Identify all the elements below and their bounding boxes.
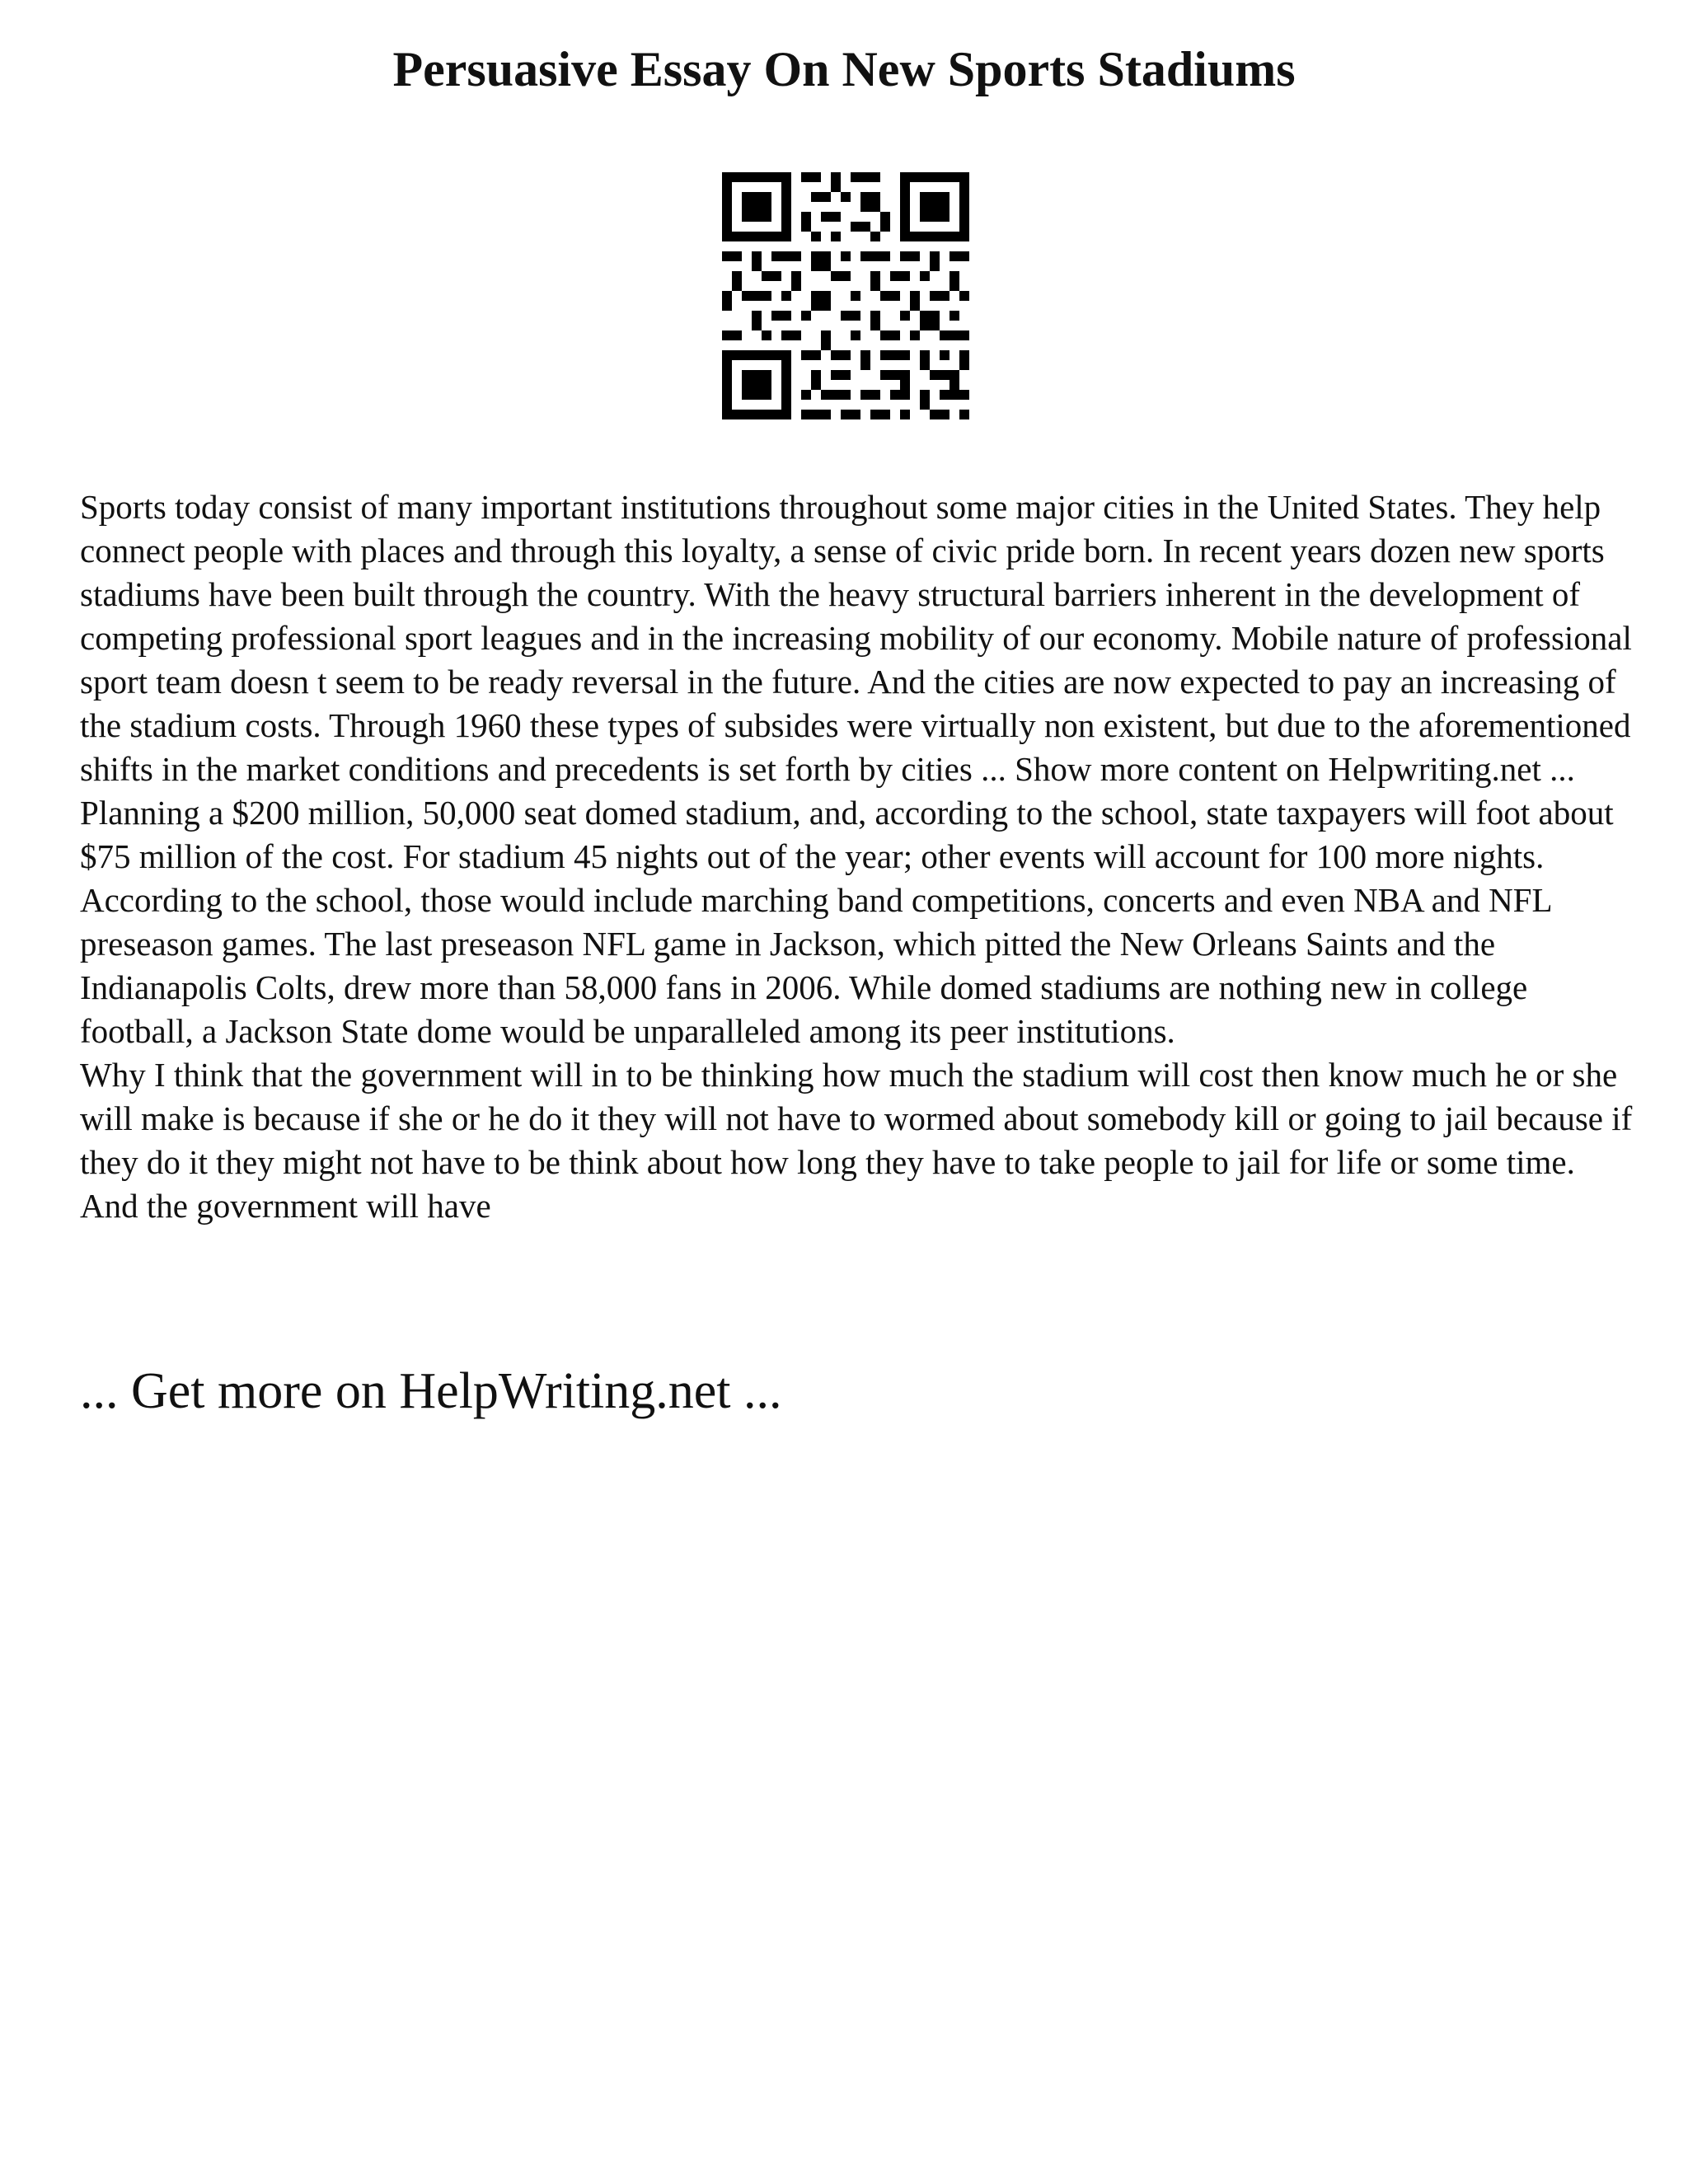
page-title: Persuasive Essay On New Sports Stadiums [392, 42, 1296, 96]
essay-paragraph-3: Why I think that the government will in to be thinking how much the stadium will cost then know much he or she will make is because if she or he do it they will not have to wormed about somebody kill or going to jail because if they do it they might not have to be think about how long they have to take people to jail for life or some time. And the government will have [80, 1056, 1633, 1225]
get-more-link[interactable]: ... Get more on HelpWriting.net ... [80, 1363, 782, 1419]
essay-paragraph-2: Planning a $200 million, 50,000 seat domed stadium, and, according to the school, state taxpayers will foot about $75 million of the cost. For stadium 45 nights out of the year; other events will account for 100 more nights. According to the school, those would include marching band competitions, concerts and even NBA and NFL preseason games. The last preseason NFL game in Jackson, which pitted the New Orleans Saints and the Indianapolis Colts, drew more than 58,000 fans in 2006. While domed stadiums are nothing new in college football, a Jackson State dome would be unparalleled among its peer institutions. [80, 794, 1614, 1050]
essay-paragraph-1: Sports today consist of many important institutions throughout some major cities in the United States. They help connect people with places and through this loyalty, a sense of civic pride born. In recent years dozen new sports stadiums have been built through the country. With the heavy structural barriers inherent in the development of competing professional sport leagues and in the increasing mobility of our economy. Mobile nature of professional sport team doesn t seem to be ready reversal in the future. And the cities are now expected to pay an increasing of the stadium costs. Through 1960 these types of subsides were virtually non existent, but due to the aforementioned shifts in the market conditions and precedents is set forth by cities ... Show more content on Helpwriting.net ... [80, 488, 1632, 788]
essay-body [80, 485, 1638, 1228]
qr-code-icon [722, 172, 969, 419]
